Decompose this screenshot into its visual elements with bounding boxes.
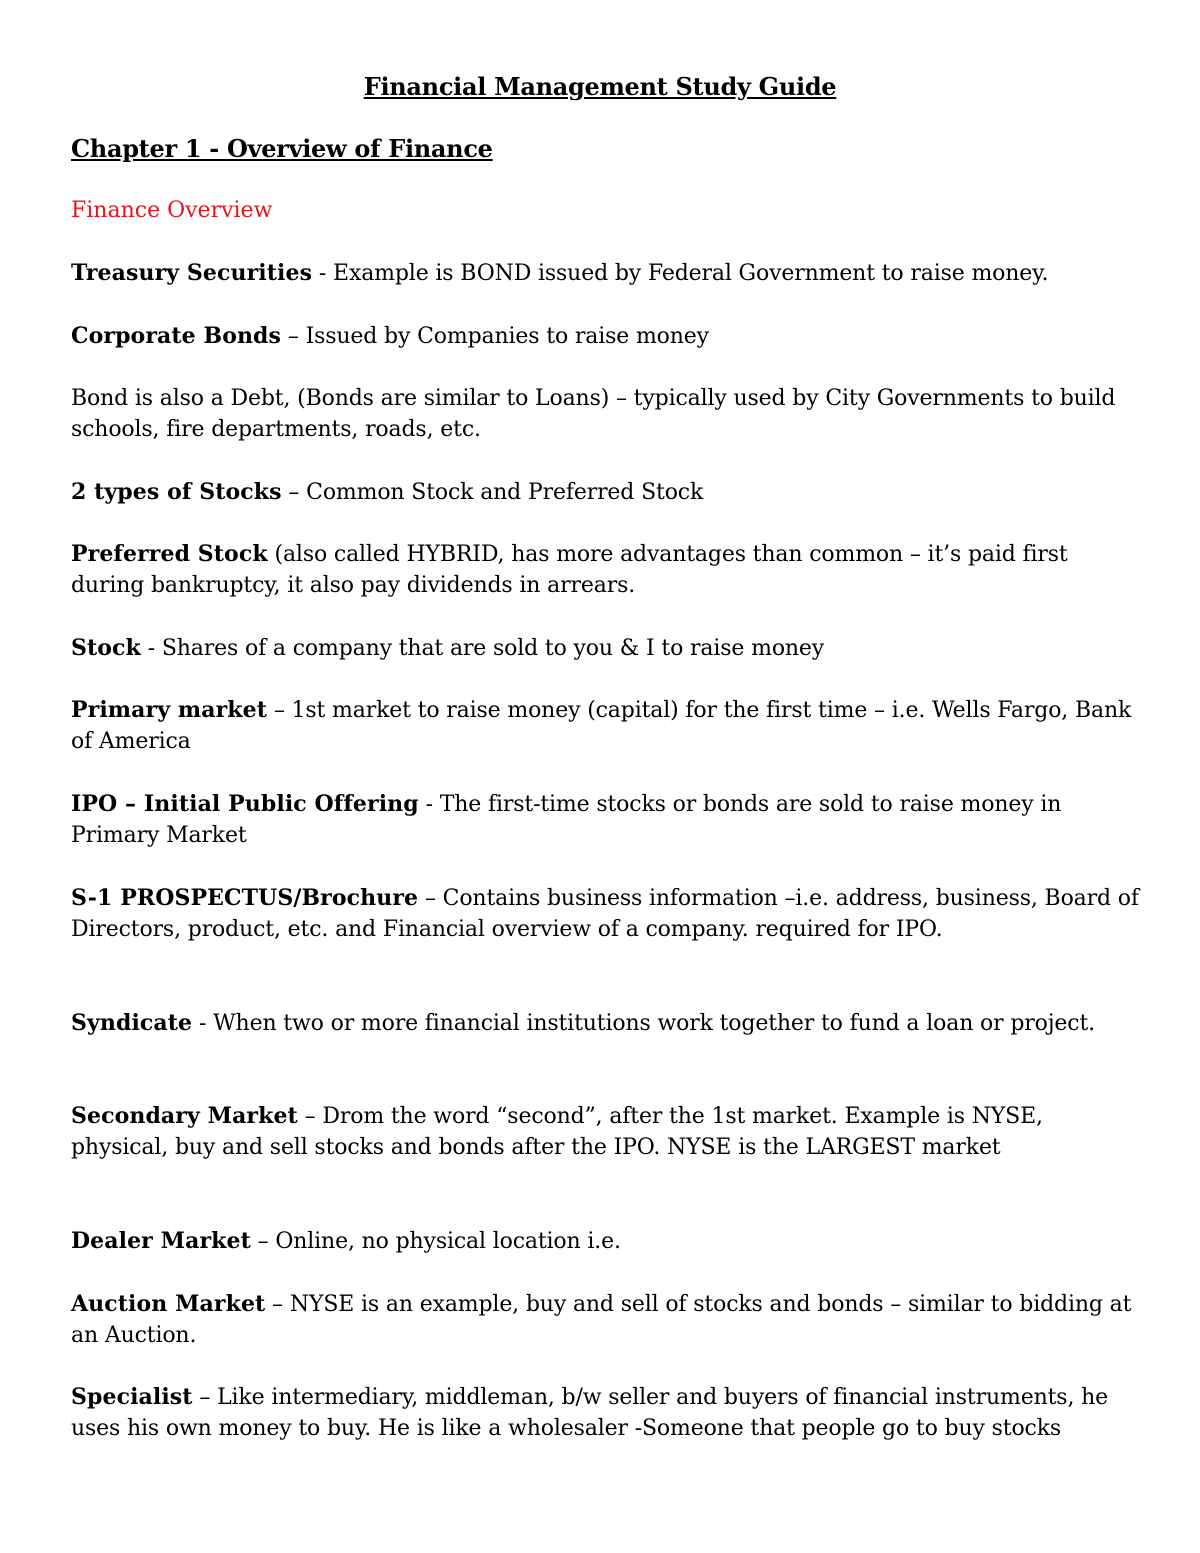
entry-text: – Drom the word “second”, after the 1st market. Example is NYSE, physical, buy and sell stocks and bonds after the IPO. NYSE is the LARGEST market bbox=[71, 1104, 1043, 1161]
entry-text: Bond is also a Debt, (Bonds are similar to Loans) – typically used by City Governments to build schools, fire departments, roads, etc. bbox=[71, 386, 1116, 443]
section-heading: Finance Overview bbox=[71, 198, 273, 223]
entry-text: – Issued by Companies to raise money bbox=[281, 324, 709, 349]
entry-term: Corporate Bonds bbox=[71, 323, 282, 349]
entry-term: Syndicate bbox=[71, 1010, 193, 1036]
entry-secondary-market bbox=[71, 1101, 1141, 1163]
entry-term: S-1 PROSPECTUS/Brochure bbox=[71, 885, 419, 911]
entry-treasury-securities bbox=[71, 258, 1141, 289]
entry-preferred-stock bbox=[71, 539, 1141, 601]
entry-stock bbox=[71, 633, 1141, 664]
entry-text: - When two or more financial institutions work together to fund a loan or project. bbox=[192, 1011, 1095, 1036]
entry-term: Auction Market bbox=[71, 1291, 266, 1317]
entry-text: - The first-time stocks or bonds are sold to raise money in Primary Market bbox=[71, 792, 1062, 849]
entry-corporate-bonds bbox=[71, 321, 1141, 352]
entry-text: – Contains business information –i.e. address, business, Board of Directors, product, etc. and Financial overview of a company. required for IPO. bbox=[71, 886, 1139, 943]
document-title: Financial Management Study Guide bbox=[363, 72, 837, 101]
entry-text: – Online, no physical location i.e. bbox=[250, 1229, 621, 1254]
entry-term: Preferred Stock bbox=[71, 541, 268, 567]
entry-stock-types bbox=[71, 477, 1141, 508]
entry-primary-market bbox=[71, 695, 1141, 757]
entry-term: Dealer Market bbox=[71, 1228, 251, 1254]
entry-ipo bbox=[71, 789, 1141, 851]
entry-term: Treasury Securities bbox=[71, 260, 313, 286]
entry-syndicate bbox=[71, 1008, 1141, 1039]
entry-dealer-market bbox=[71, 1226, 1141, 1257]
entry-text: (also called HYBRID, has more advantages than common – it’s paid first during bankruptcy, it also pay dividends in arrears. bbox=[71, 542, 1068, 599]
entry-text: – NYSE is an example, buy and sell of stocks and bonds – similar to bidding at an Auction. bbox=[71, 1292, 1132, 1349]
entry-text: – Like intermediary, middleman, b/w seller and buyers of financial instruments, he uses his own money to buy. He is like a wholesaler -Someone that people go to buy stocks bbox=[71, 1385, 1109, 1442]
entry-specialist bbox=[71, 1382, 1141, 1444]
entry-term: Secondary Market bbox=[71, 1103, 298, 1129]
chapter-title: Chapter 1 - Overview of Finance bbox=[71, 134, 493, 163]
entry-term: IPO – Initial Public Offering bbox=[71, 791, 419, 817]
entry-text: – Common Stock and Preferred Stock bbox=[281, 480, 704, 505]
entry-term: Specialist bbox=[71, 1384, 193, 1410]
entry-text: - Shares of a company that are sold to you & I to raise money bbox=[140, 636, 825, 661]
entry-term: Primary market bbox=[71, 697, 267, 723]
entry-s1-prospectus bbox=[71, 883, 1141, 945]
entry-text: – 1st market to raise money (capital) for the first time – i.e. Wells Fargo, Bank of America bbox=[71, 698, 1132, 755]
entry-bond-debt bbox=[71, 383, 1141, 445]
entry-term: Stock bbox=[71, 635, 141, 661]
entry-auction-market bbox=[71, 1289, 1141, 1351]
entry-text: - Example is BOND issued by Federal Government to raise money. bbox=[312, 261, 1049, 286]
entry-term: 2 types of Stocks bbox=[71, 479, 282, 505]
